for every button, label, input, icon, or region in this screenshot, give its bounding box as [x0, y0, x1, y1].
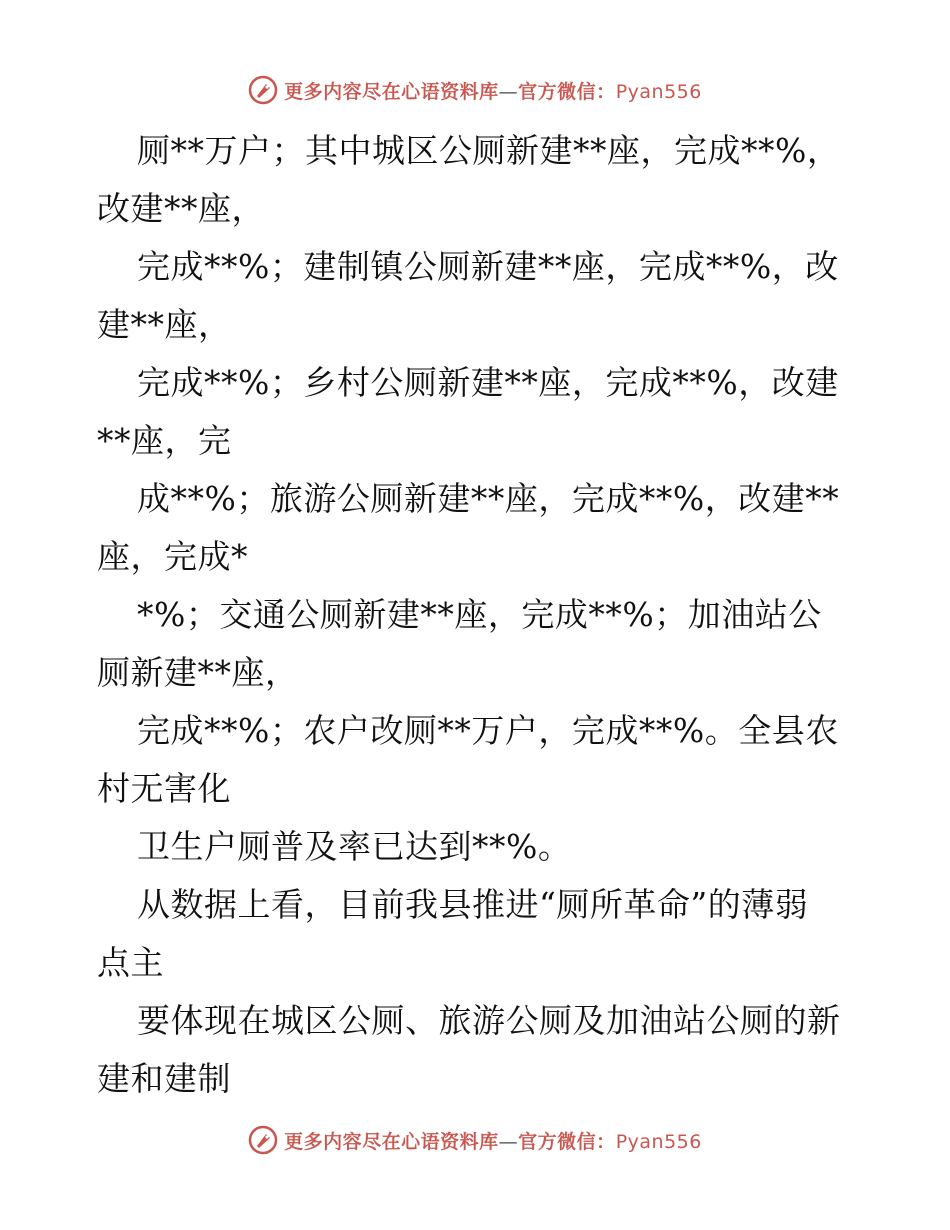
header-text: [284, 77, 702, 104]
body-line: 卫生户厕普及率已达到**%。: [137, 827, 572, 866]
body-line: *%；交通公厕新建**座，完成**%；加油站公: [137, 595, 822, 634]
footer-dash: —: [498, 1130, 519, 1153]
footer-banner: [0, 1120, 950, 1160]
pen-nib-logo-icon: [248, 75, 278, 105]
body-line: 完成**%；农户改厕**万户，完成**%。全县农: [137, 711, 839, 750]
body-line: 从数据上看，目前我县推进“厕所革命”的薄弱: [137, 885, 809, 924]
header-wechat-id: Pyan556: [615, 80, 702, 103]
body-line: 完成**%；建制镇公厕新建**座，完成**%，改: [137, 247, 839, 286]
footer-wechat-id: Pyan556: [615, 1130, 702, 1153]
body-line: 厕新建**座，: [97, 653, 299, 692]
footer-brand: 更多内容尽在心语资料库: [284, 1130, 499, 1153]
header-wechat-label: 官方微信：: [518, 80, 616, 103]
header-brand: 更多内容尽在心语资料库: [284, 80, 499, 103]
body-line: 要体现在城区公厕、旅游公厕及加油站公厕的新: [137, 1001, 841, 1040]
footer-text: [284, 1127, 702, 1154]
body-line: **座，完: [97, 421, 232, 460]
body-line: 建**座，: [97, 305, 232, 344]
body-line: 完成**%；乡村公厕新建**座，完成**%，改建: [137, 363, 839, 402]
body-line: 建和建制: [97, 1059, 231, 1098]
pen-nib-logo-icon: [248, 1125, 278, 1155]
body-line: 成**%；旅游公厕新建**座，完成**%，改建**: [137, 479, 840, 518]
body-line: 厕**万户；其中城区公厕新建**座，完成**%，: [137, 131, 841, 170]
body-line: 改建**座，: [97, 189, 265, 228]
footer-wechat-label: 官方微信：: [518, 1130, 616, 1153]
header-dash: —: [498, 80, 519, 103]
document-body: [97, 122, 857, 1108]
body-line: 村无害化: [97, 769, 231, 808]
header-banner: [0, 70, 950, 110]
body-line: 座，完成*: [97, 537, 248, 576]
body-line: 点主: [97, 943, 164, 982]
